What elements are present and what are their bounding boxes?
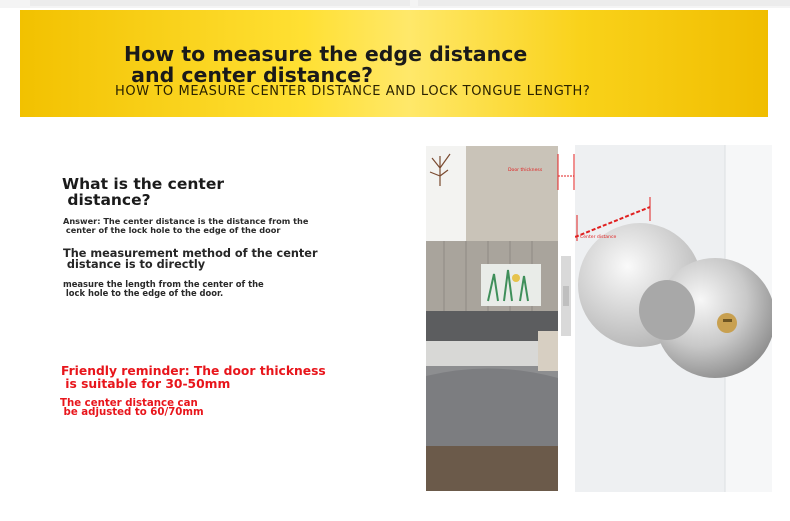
reminder-thickness: Friendly reminder: The door thickness is suitable for 30-50mm [61, 364, 326, 391]
method-text: The measurement method of the center distance is to directly [63, 247, 318, 271]
header-banner [20, 10, 768, 117]
door-knob-photo [575, 145, 772, 492]
banner-title: How to measure the edge distance and center distance? [124, 42, 528, 87]
question-title: What is the center distance? [62, 175, 224, 209]
banner-subtitle: HOW TO MEASURE CENTER DISTANCE AND LOCK TONGUE LENGTH? [115, 84, 591, 99]
top-strip-cell-left [30, 0, 410, 6]
reminder-center-distance: The center distance can be adjusted to 60/70mm [60, 398, 204, 418]
answer-text: Answer: The center distance is the distance from the center of the lock hole to the edge of the door [63, 216, 309, 235]
bedroom-photo [426, 146, 558, 491]
top-strip [0, 0, 790, 8]
top-strip-cell-right [418, 0, 790, 6]
door-knob-illustration [575, 145, 772, 492]
bedroom-illustration [426, 146, 558, 491]
door-thickness-label: Door thickness [508, 168, 543, 173]
measure-text: measure the length from the center of the lock hole to the edge of the door. [63, 279, 264, 298]
center-distance-label: Center distance [580, 235, 617, 240]
door-thickness-marker [555, 150, 579, 200]
